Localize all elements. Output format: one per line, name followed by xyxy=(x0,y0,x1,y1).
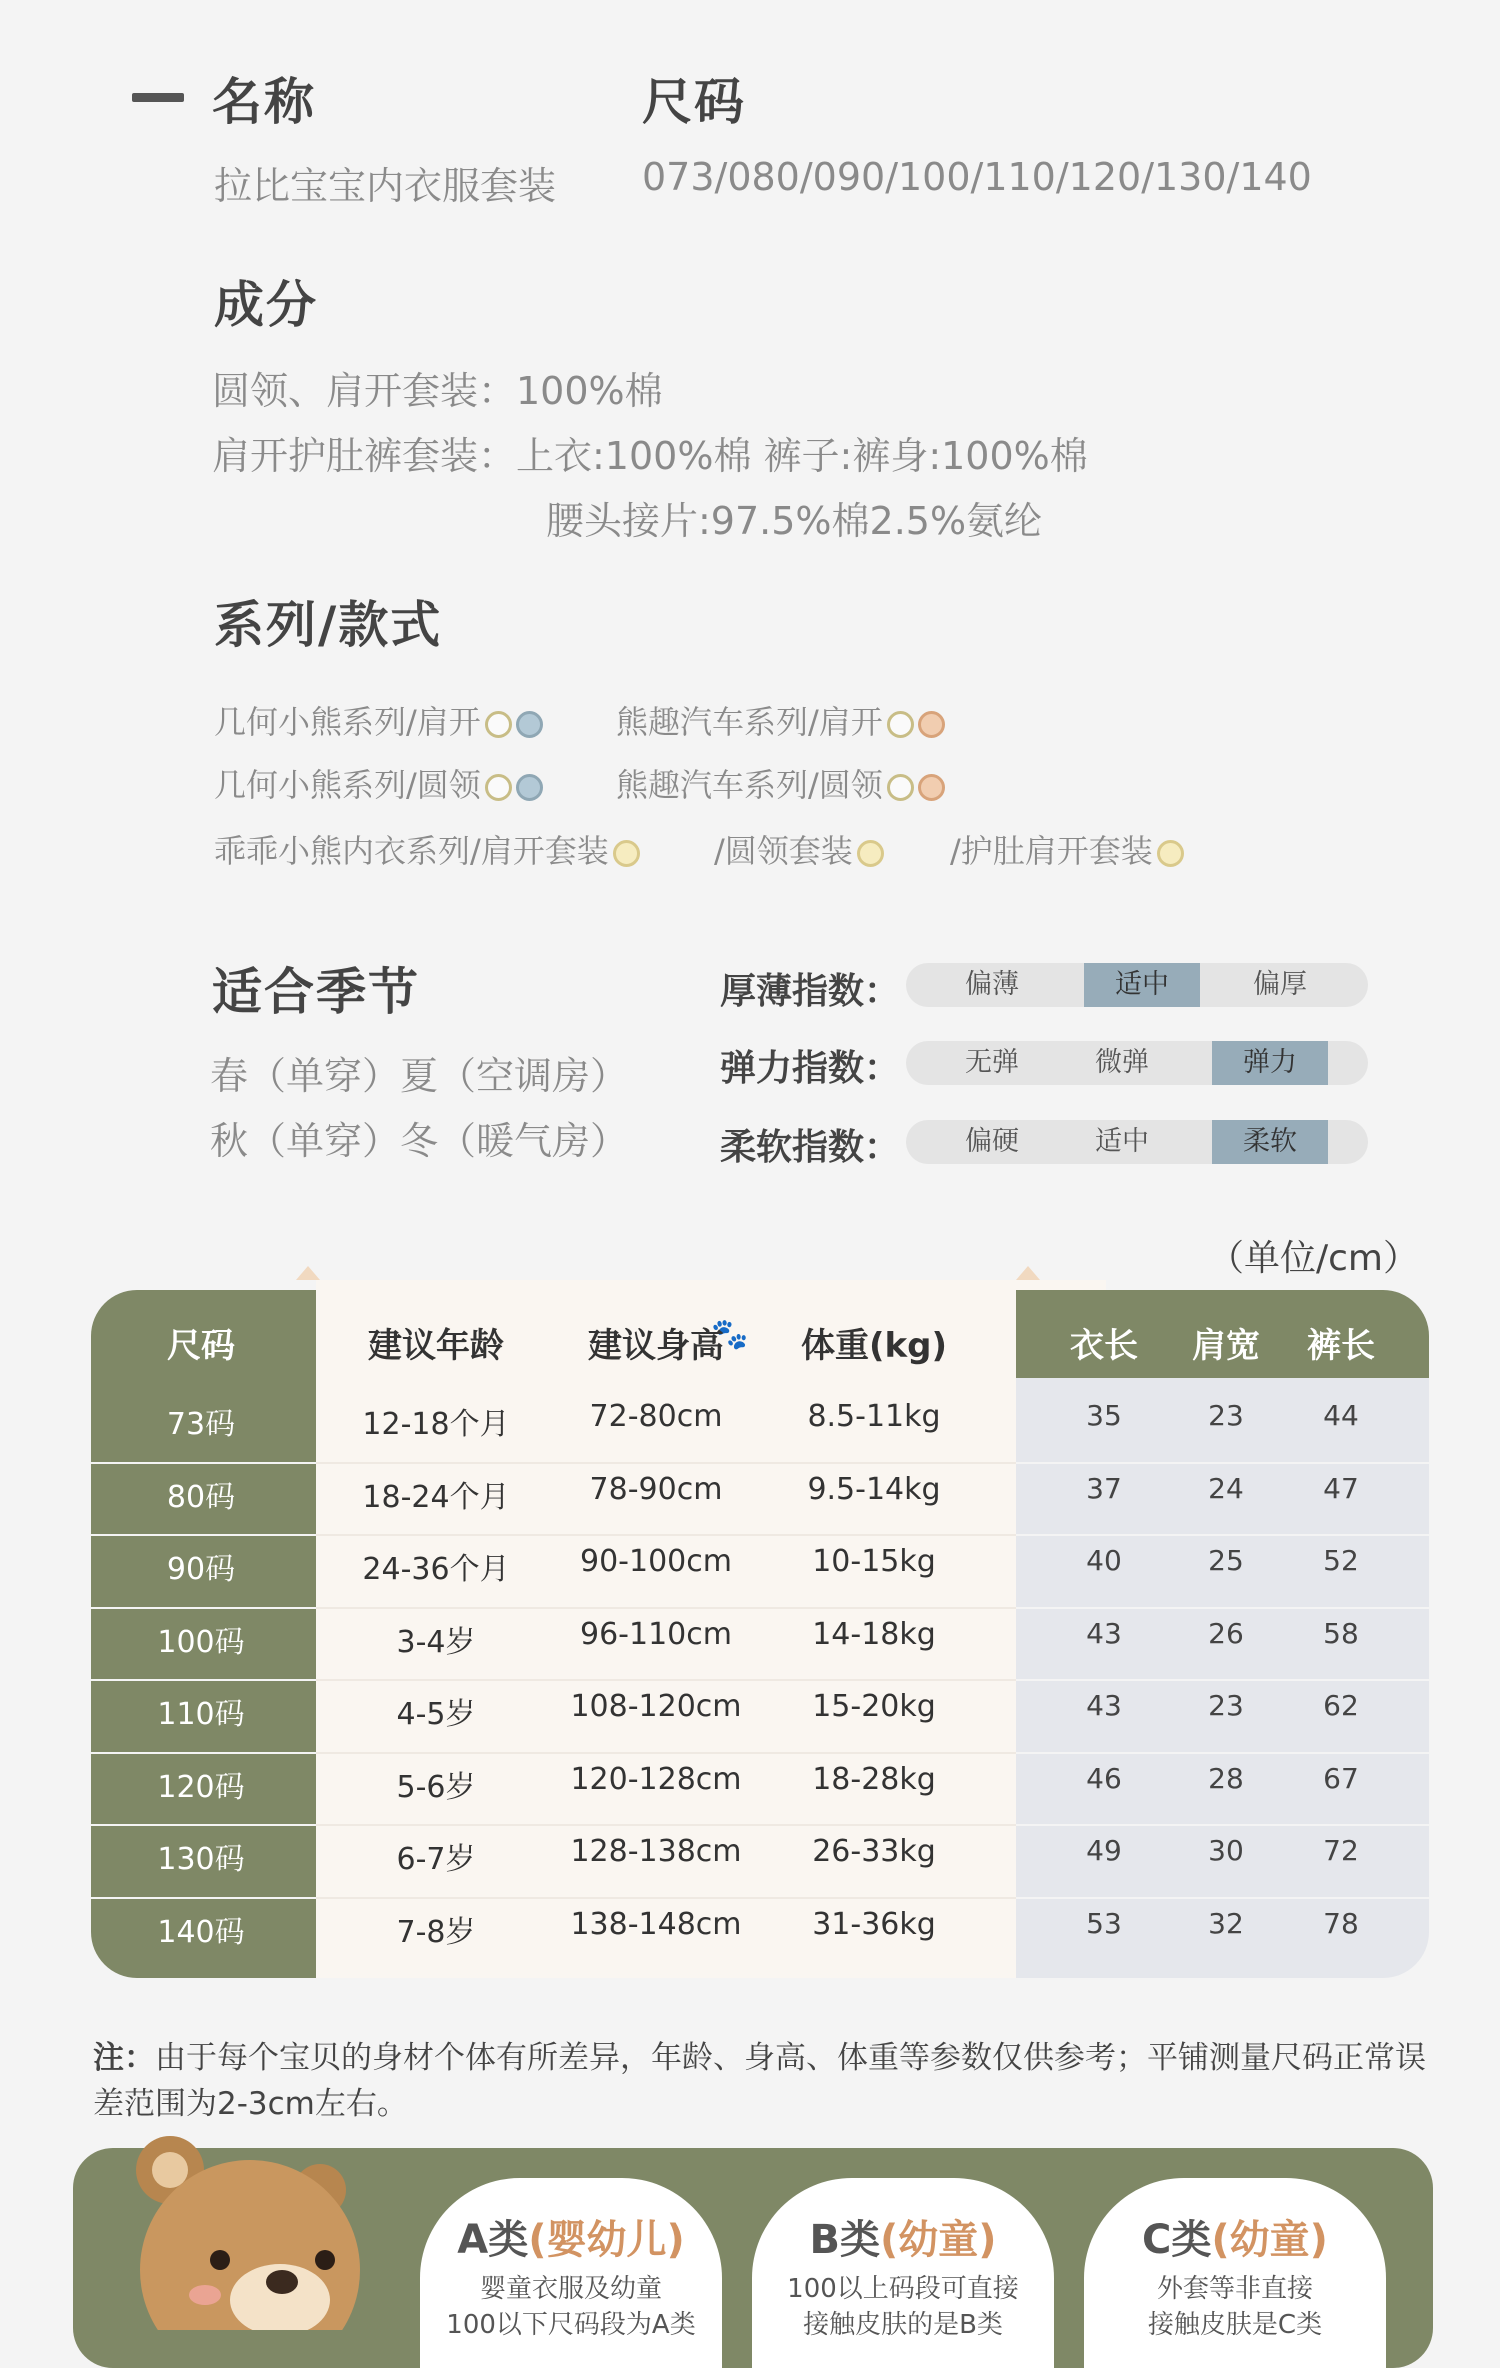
color-swatch-icon xyxy=(918,774,945,801)
note-label: 注： xyxy=(93,2040,155,2076)
row-divider xyxy=(1016,1824,1429,1826)
composition-line-1: 圆领、肩开套装：100%棉 xyxy=(212,369,663,413)
table-cell: 53 xyxy=(1086,1906,1122,1940)
size-note xyxy=(93,2035,1443,2127)
category-subtitle: (幼童) xyxy=(879,2217,997,2263)
table-cell: 44 xyxy=(1323,1399,1359,1432)
table-header-cell: 建议身高 xyxy=(588,1326,724,1366)
table-cell: 120-128cm xyxy=(570,1761,742,1797)
color-swatch-icon xyxy=(1157,840,1184,867)
table-cell: 90-100cm xyxy=(580,1544,732,1579)
table-cell: 23 xyxy=(1208,1399,1244,1432)
category-desc: 接触皮肤是C类 xyxy=(1147,2310,1323,2340)
elasticity-index-label: 弹力指数： xyxy=(720,1048,901,1089)
season-heading: 适合季节 xyxy=(212,963,420,1021)
series-item: 几何小熊系列/圆领 xyxy=(214,760,543,806)
elasticity-option: 无弹 xyxy=(965,1047,1019,1078)
table-cell: 52 xyxy=(1323,1544,1359,1577)
size-cell: 90码 xyxy=(166,1552,236,1587)
elasticity-option: 微弹 xyxy=(1095,1047,1149,1078)
table-cell: 3-4岁 xyxy=(396,1624,476,1660)
elasticity-index-bar xyxy=(906,1041,1368,1085)
table-cell: 23 xyxy=(1208,1689,1244,1722)
category-desc: 100以上码段可直接 xyxy=(787,2274,1019,2304)
table-cell: 18-24个月 xyxy=(362,1479,510,1515)
product-name: 拉比宝宝内衣服套装 xyxy=(214,164,557,208)
table-header-cell: 衣长 xyxy=(1070,1326,1138,1366)
section-dash xyxy=(132,93,184,102)
table-cell: 14-18kg xyxy=(812,1616,936,1652)
size-cell: 100码 xyxy=(157,1624,245,1660)
row-divider xyxy=(316,1534,1016,1536)
size-list: 073/080/090/100/110/120/130/140 xyxy=(642,155,1312,199)
category-card-c xyxy=(1084,2178,1386,2368)
thickness-index-label: 厚薄指数： xyxy=(720,971,901,1012)
table-cell: 25 xyxy=(1208,1544,1244,1577)
color-swatch-icon xyxy=(887,774,914,801)
table-cell: 35 xyxy=(1086,1399,1122,1432)
elasticity-option-selected: 弹力 xyxy=(1212,1041,1328,1085)
row-divider xyxy=(316,1824,1016,1826)
table-cell: 7-8岁 xyxy=(396,1914,476,1950)
table-cell: 6-7岁 xyxy=(396,1842,476,1877)
row-divider xyxy=(91,1824,316,1826)
table-cell: 138-148cm xyxy=(570,1906,742,1942)
series-item: 熊趣汽车系列/圆领 xyxy=(616,760,945,806)
table-cell: 128-138cm xyxy=(570,1834,742,1869)
table-cell: 18-28kg xyxy=(812,1761,936,1797)
table-cell: 43 xyxy=(1086,1689,1122,1722)
size-table xyxy=(91,1290,1429,1978)
row-divider xyxy=(91,1462,316,1464)
table-cell: 43 xyxy=(1086,1616,1122,1650)
table-cell: 32 xyxy=(1208,1906,1244,1940)
series-item: 熊趣汽车系列/肩开 xyxy=(616,697,945,743)
softness-option-selected: 柔软 xyxy=(1212,1120,1328,1164)
category-desc: 外套等非直接 xyxy=(1156,2274,1313,2304)
row-divider xyxy=(316,1897,1016,1899)
composition-line-2: 肩开护肚裤套装：上衣:100%棉 裤子:裤身:100%棉 xyxy=(212,434,1088,478)
color-swatch-icon xyxy=(887,711,914,738)
row-divider xyxy=(1016,1752,1429,1754)
note-text: 由于每个宝贝的身材个体有所差异，年龄、身高、体重等参数仅供参考；平铺测量尺码正常误差范围为2-3cm左右。 xyxy=(93,2040,1426,2122)
row-divider xyxy=(1016,1897,1429,1899)
table-cell: 96-110cm xyxy=(580,1616,732,1652)
table-header-cell: 肩宽 xyxy=(1192,1326,1260,1366)
row-divider xyxy=(316,1679,1016,1681)
series-item: /圆领套装 xyxy=(714,826,884,872)
category-desc: 100以下尺码段为A类 xyxy=(446,2310,696,2340)
table-header-cell: 尺码 xyxy=(167,1326,235,1366)
category-desc: 婴童衣服及幼童 xyxy=(479,2274,662,2304)
tab-corner xyxy=(296,1266,320,1280)
category-title: B类 xyxy=(809,2217,880,2263)
paw-icon: 🐾 xyxy=(711,1317,749,1352)
size-cell: 110码 xyxy=(157,1697,245,1732)
table-cell: 67 xyxy=(1323,1761,1359,1795)
unit-label: （单位/cm） xyxy=(1208,1238,1419,1279)
row-divider xyxy=(316,1462,1016,1464)
color-swatch-icon xyxy=(485,711,512,738)
row-divider xyxy=(91,1752,316,1754)
color-swatch-icon xyxy=(613,840,640,867)
category-title: C类 xyxy=(1142,2217,1212,2263)
size-cell: 140码 xyxy=(157,1914,245,1950)
size-cell: 73码 xyxy=(166,1407,236,1442)
table-cell: 30 xyxy=(1208,1834,1244,1867)
table-cell: 58 xyxy=(1323,1616,1359,1650)
size-cell: 130码 xyxy=(157,1842,245,1877)
table-header-cell: 体重(kg) xyxy=(800,1326,948,1366)
table-cell: 46 xyxy=(1086,1761,1122,1795)
table-cell: 12-18个月 xyxy=(362,1407,510,1442)
season-line-2: 秋（单穿）冬（暖气房） xyxy=(210,1119,629,1163)
category-card-b xyxy=(752,2178,1054,2368)
color-swatch-icon xyxy=(918,711,945,738)
thickness-option: 偏厚 xyxy=(1253,969,1307,1000)
row-divider xyxy=(316,1607,1016,1609)
table-cell: 26 xyxy=(1208,1616,1244,1650)
color-swatch-icon xyxy=(516,774,543,801)
table-cell: 28 xyxy=(1208,1761,1244,1795)
table-cell: 108-120cm xyxy=(570,1689,742,1724)
table-cell: 31-36kg xyxy=(812,1906,936,1942)
category-subtitle: (婴幼儿) xyxy=(528,2217,685,2263)
size-cell: 80码 xyxy=(166,1479,236,1515)
series-heading: 系列/款式 xyxy=(214,596,443,654)
table-cell: 24-36个月 xyxy=(362,1552,510,1587)
season-line-1: 春（单穿）夏（空调房） xyxy=(210,1054,629,1098)
table-cell: 15-20kg xyxy=(812,1689,936,1724)
category-card-a xyxy=(420,2178,722,2368)
table-cell: 4-5岁 xyxy=(396,1697,476,1732)
table-cell: 5-6岁 xyxy=(396,1769,476,1805)
softness-index-bar xyxy=(906,1120,1368,1164)
name-heading: 名称 xyxy=(212,73,316,131)
composition-line-3: 腰头接片:97.5%棉2.5%氨纶 xyxy=(546,499,1043,543)
softness-index-label: 柔软指数： xyxy=(720,1127,901,1168)
row-divider xyxy=(91,1607,316,1609)
softness-option: 偏硬 xyxy=(965,1126,1019,1157)
color-swatch-icon xyxy=(485,774,512,801)
table-cell: 47 xyxy=(1323,1471,1359,1505)
row-divider xyxy=(1016,1534,1429,1536)
tab-corner xyxy=(1016,1266,1040,1280)
table-cell: 40 xyxy=(1086,1544,1122,1577)
color-swatch-icon xyxy=(516,711,543,738)
table-cell: 37 xyxy=(1086,1471,1122,1505)
category-subtitle: (幼童) xyxy=(1211,2217,1328,2263)
table-header-cell: 建议年龄 xyxy=(368,1326,504,1366)
row-divider xyxy=(91,1897,316,1899)
row-divider xyxy=(91,1534,316,1536)
table-cell: 26-33kg xyxy=(812,1834,936,1869)
table-cell: 9.5-14kg xyxy=(807,1471,941,1507)
table-cell: 10-15kg xyxy=(812,1544,936,1579)
table-cell: 72-80cm xyxy=(589,1399,723,1434)
thickness-option-selected: 适中 xyxy=(1084,963,1200,1007)
table-cell: 24 xyxy=(1208,1471,1244,1505)
table-cell: 8.5-11kg xyxy=(807,1399,941,1434)
row-divider xyxy=(1016,1462,1429,1464)
size-cell: 120码 xyxy=(157,1769,245,1805)
series-item: 乖乖小熊内衣系列/肩开套装 xyxy=(214,826,640,872)
table-header-cell: 裤长 xyxy=(1307,1326,1375,1366)
category-title: A类 xyxy=(457,2217,529,2263)
color-swatch-icon xyxy=(857,840,884,867)
size-heading: 尺码 xyxy=(642,73,746,131)
series-item: /护肚肩开套装 xyxy=(950,826,1184,872)
row-divider xyxy=(1016,1679,1429,1681)
thickness-option: 偏薄 xyxy=(965,969,1019,1000)
table-cell: 78-90cm xyxy=(589,1471,723,1507)
table-cell: 72 xyxy=(1323,1834,1359,1867)
series-item: 几何小熊系列/肩开 xyxy=(214,697,543,743)
composition-heading: 成分 xyxy=(214,276,318,334)
row-divider xyxy=(316,1752,1016,1754)
category-desc: 接触皮肤的是B类 xyxy=(803,2310,1003,2340)
row-divider xyxy=(1016,1607,1429,1609)
softness-option: 适中 xyxy=(1095,1126,1149,1157)
thickness-index-bar xyxy=(906,963,1368,1007)
table-cell: 62 xyxy=(1323,1689,1359,1722)
bear-mascot-icon xyxy=(110,2130,370,2330)
table-cell: 49 xyxy=(1086,1834,1122,1867)
row-divider xyxy=(91,1679,316,1681)
table-cell: 78 xyxy=(1323,1906,1359,1940)
